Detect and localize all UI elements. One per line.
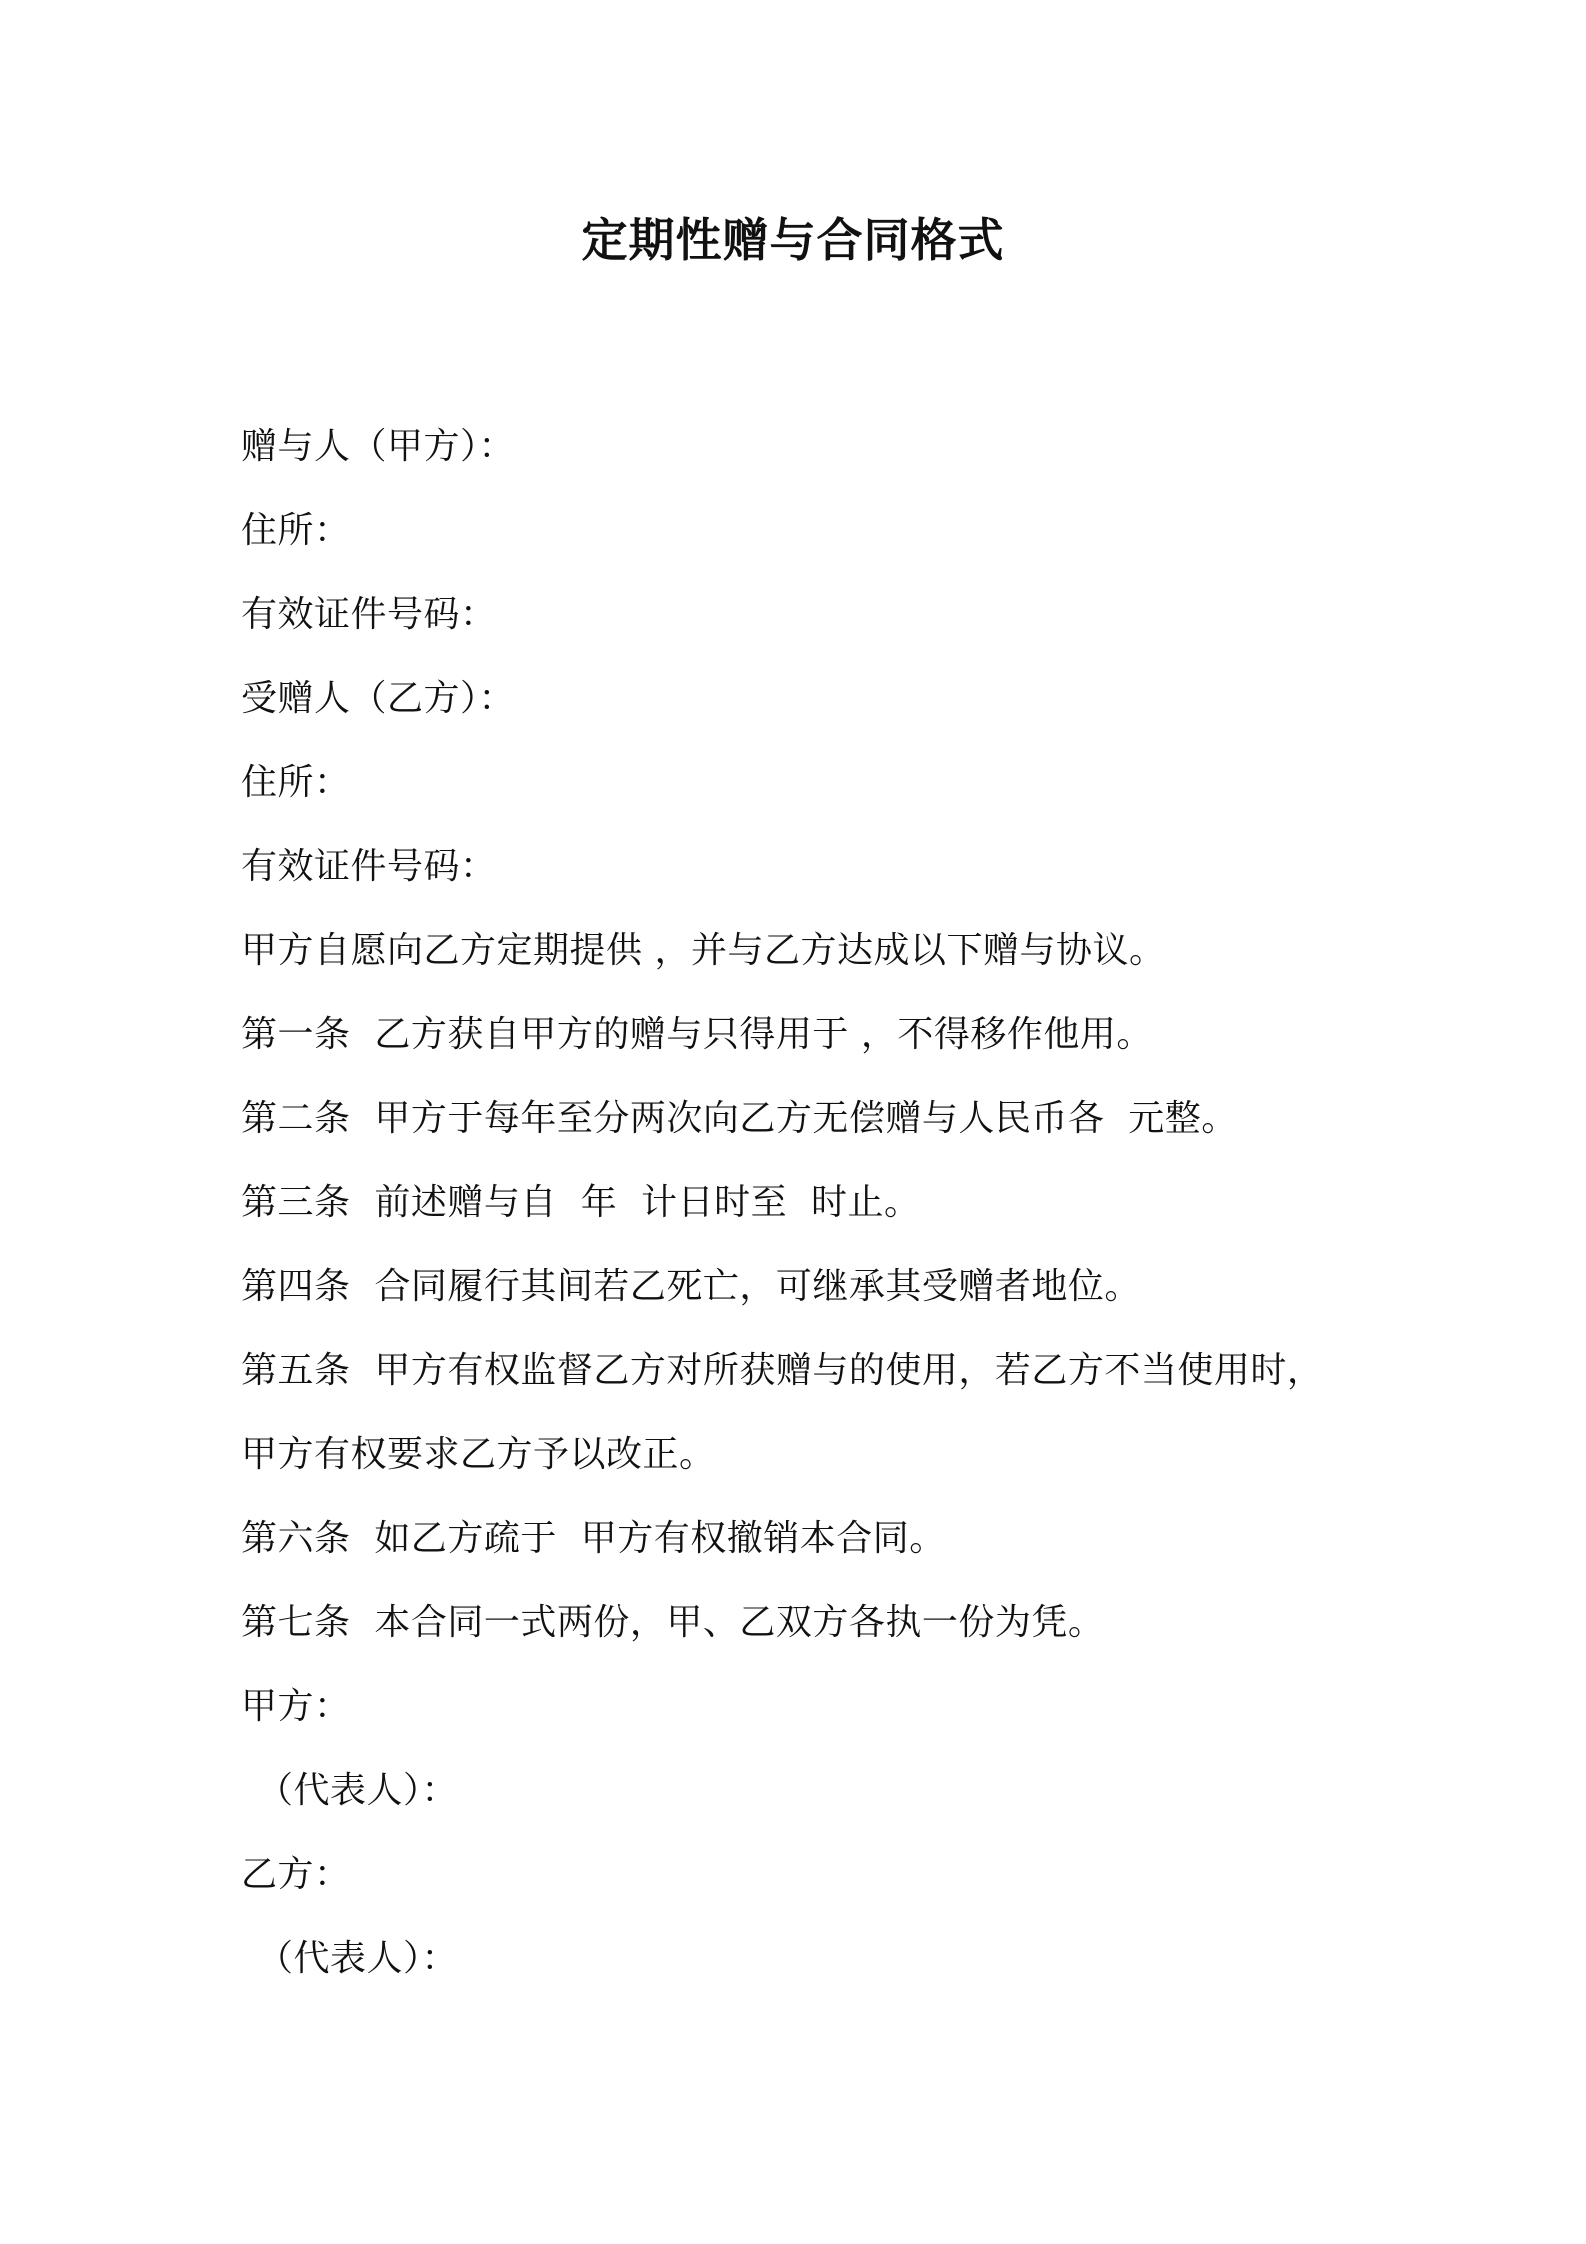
donor-name-line: 赠与人（甲方）： [241,426,516,467]
article-6-line: 第六条 如乙方疏于 甲方有权撤销本合同。 [241,1518,946,1559]
article-7-line: 第七条 本合同一式两份，甲、乙双方各执一份为凭。 [241,1602,1105,1643]
article-1-line: 第一条 乙方获自甲方的赠与只得用于 ，不得移作他用。 [241,1014,1153,1055]
recipient-name-line: 受赠人（乙方）： [241,678,516,719]
party-b-representative-line: （代表人）： [257,1938,459,1979]
article-2-line: 第二条 甲方于每年至分两次向乙方无偿赠与人民币各 元整。 [241,1098,1238,1139]
donor-id-line: 有效证件号码： [241,594,497,635]
preamble-line: 甲方自愿向乙方定期提供 ，并与乙方达成以下赠与协议。 [241,930,1166,971]
article-4-line: 第四条 合同履行其间若乙死亡，可继承其受赠者地位。 [241,1266,1141,1307]
article-5-continuation-line: 甲方有权要求乙方予以改正。 [241,1434,716,1475]
party-b-signature-line: 乙方： [241,1854,351,1895]
recipient-address-line: 住所： [241,762,351,803]
article-3-line: 第三条 前述赠与自 年 计日时至 时止。 [241,1182,921,1223]
donor-address-line: 住所： [241,510,351,551]
document-title: 定期性赠与合同格式 [581,213,1005,267]
document-body [241,405,1441,2001]
party-a-signature-line: 甲方： [241,1686,351,1727]
recipient-id-line: 有效证件号码： [241,846,497,887]
article-5-line: 第五条 甲方有权监督乙方对所获赠与的使用，若乙方不当使用时， [241,1350,1324,1391]
party-a-representative-line: （代表人）： [257,1770,459,1811]
